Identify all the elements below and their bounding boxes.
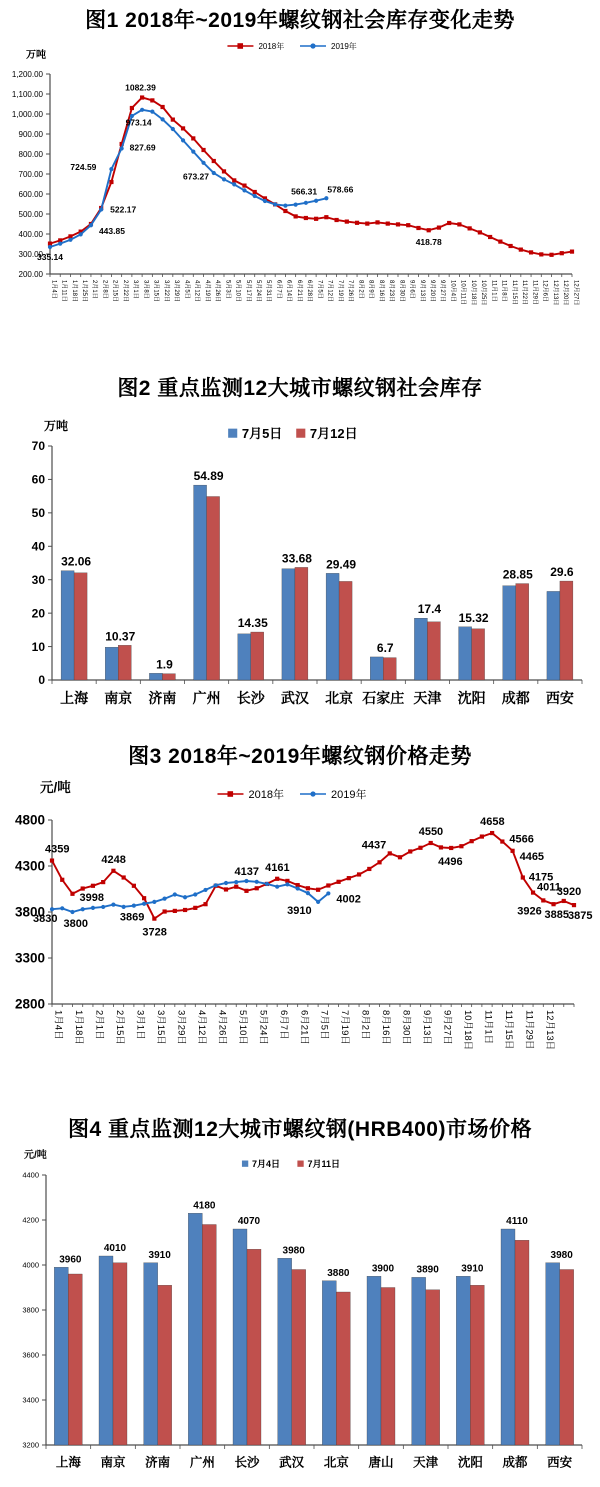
svg-text:1,000.00: 1,000.00 <box>11 109 43 119</box>
svg-text:4180: 4180 <box>193 1200 216 1212</box>
data-labels <box>61 469 574 671</box>
svg-text:济南: 济南 <box>148 690 177 706</box>
svg-text:2月15日: 2月15日 <box>114 1010 126 1045</box>
figure-2-chart <box>0 404 600 734</box>
svg-text:3300: 3300 <box>14 950 45 966</box>
svg-text:4175: 4175 <box>528 871 554 884</box>
svg-text:2月15日: 2月15日 <box>111 280 118 303</box>
svg-text:8月16日: 8月16日 <box>377 280 384 303</box>
svg-text:4月12日: 4月12日 <box>193 280 200 303</box>
svg-text:3900: 3900 <box>371 1263 395 1275</box>
svg-text:4359: 4359 <box>45 843 70 856</box>
svg-text:西安: 西安 <box>547 1455 573 1470</box>
svg-text:1.9: 1.9 <box>156 657 173 672</box>
svg-text:29.6: 29.6 <box>550 565 574 580</box>
svg-text:12月20日: 12月20日 <box>562 280 569 306</box>
svg-text:2019年: 2019年 <box>331 41 357 51</box>
svg-text:8月23日: 8月23日 <box>388 280 395 303</box>
svg-text:1月18日: 1月18日 <box>73 1010 85 1045</box>
svg-text:200.00: 200.00 <box>18 269 43 279</box>
svg-text:1月11日: 1月11日 <box>60 280 67 302</box>
svg-text:60: 60 <box>31 472 45 487</box>
svg-text:6月7日: 6月7日 <box>275 280 282 299</box>
figure-1-chart <box>0 36 600 366</box>
svg-text:3980: 3980 <box>550 1249 573 1261</box>
svg-text:8月2日: 8月2日 <box>359 1010 371 1040</box>
svg-text:3885: 3885 <box>544 909 570 922</box>
svg-text:南京: 南京 <box>104 690 133 706</box>
y-unit-label: 万吨 <box>44 419 69 433</box>
svg-text:11月8日: 11月8日 <box>500 280 507 302</box>
svg-text:5月31日: 5月31日 <box>265 280 272 303</box>
y-unit-label: 元/吨 <box>40 780 71 795</box>
svg-text:300.00: 300.00 <box>18 249 43 259</box>
svg-text:3月15日: 3月15日 <box>152 280 159 303</box>
svg-text:5月3日: 5月3日 <box>224 280 231 299</box>
svg-text:3910: 3910 <box>148 1249 171 1261</box>
figure-3-title: 图3 2018年~2019年螺纹钢价格走势 <box>128 745 472 768</box>
svg-text:5月24日: 5月24日 <box>257 1010 269 1045</box>
svg-text:5月24日: 5月24日 <box>254 280 261 303</box>
svg-text:6.7: 6.7 <box>376 640 394 655</box>
svg-text:天津: 天津 <box>413 690 442 706</box>
svg-text:4月12日: 4月12日 <box>195 1010 207 1045</box>
svg-text:石家庄: 石家庄 <box>362 690 405 706</box>
svg-text:400.00: 400.00 <box>18 229 43 239</box>
svg-text:4000: 4000 <box>22 1260 39 1270</box>
svg-text:上海: 上海 <box>60 690 89 706</box>
svg-text:10月11日: 10月11日 <box>459 280 466 305</box>
svg-text:11月29日: 11月29日 <box>531 280 538 305</box>
svg-text:3400: 3400 <box>22 1395 39 1405</box>
chart-canvas <box>0 36 600 366</box>
svg-text:3926: 3926 <box>517 905 542 918</box>
svg-text:3月1日: 3月1日 <box>132 280 139 299</box>
svg-text:2018年: 2018年 <box>248 788 284 801</box>
svg-text:4248: 4248 <box>101 853 126 866</box>
svg-text:827.69: 827.69 <box>129 142 156 153</box>
svg-text:1月25日: 1月25日 <box>80 280 87 303</box>
svg-text:6月14日: 6月14日 <box>285 280 292 303</box>
figure-4-title: 图4 重点监测12大城市螺纹钢(HRB400)市场价格 <box>68 1118 532 1141</box>
svg-text:40: 40 <box>31 539 45 554</box>
svg-text:1,200.00: 1,200.00 <box>11 69 43 79</box>
svg-text:4465: 4465 <box>519 850 545 863</box>
chart-canvas <box>0 1145 600 1482</box>
svg-text:6月7日: 6月7日 <box>277 1010 289 1040</box>
svg-text:5月10日: 5月10日 <box>236 1010 248 1045</box>
chart-canvas <box>0 404 600 734</box>
svg-text:武汉: 武汉 <box>280 690 309 706</box>
x-tick-labels <box>52 1004 574 1050</box>
svg-text:70: 70 <box>31 439 45 454</box>
svg-text:7月19日: 7月19日 <box>339 1010 351 1045</box>
svg-text:3830: 3830 <box>33 913 58 926</box>
figure-2-title: 图2 重点监测12大城市螺纹钢社会库存 <box>117 377 483 400</box>
svg-text:3875: 3875 <box>568 910 593 923</box>
svg-text:3月1日: 3月1日 <box>134 1010 146 1040</box>
svg-text:1,100.00: 1,100.00 <box>11 89 43 99</box>
svg-text:成都: 成都 <box>501 690 530 706</box>
svg-text:11月15日: 11月15日 <box>510 280 517 305</box>
svg-text:566.31: 566.31 <box>291 186 318 197</box>
svg-text:3980: 3980 <box>282 1245 305 1257</box>
svg-text:6月21日: 6月21日 <box>295 280 302 303</box>
svg-text:4658: 4658 <box>480 816 505 829</box>
y-axis <box>12 70 572 279</box>
x-tick-labels <box>50 274 580 305</box>
svg-text:4200: 4200 <box>22 1215 39 1225</box>
svg-text:973.14: 973.14 <box>125 117 152 128</box>
svg-text:12月13日: 12月13日 <box>543 1010 555 1051</box>
svg-text:3月22日: 3月22日 <box>162 280 169 303</box>
svg-text:9月27日: 9月27日 <box>439 280 446 303</box>
report-page <box>0 4 600 1482</box>
svg-text:北京: 北京 <box>325 690 354 706</box>
svg-text:7月5日: 7月5日 <box>318 1010 330 1040</box>
svg-text:7月11日: 7月11日 <box>307 1159 341 1169</box>
bars <box>61 485 573 680</box>
svg-text:10月18日: 10月18日 <box>462 1010 474 1051</box>
category-labels <box>60 690 574 706</box>
svg-text:3月29日: 3月29日 <box>175 1010 187 1045</box>
svg-text:9月27日: 9月27日 <box>441 1010 453 1045</box>
svg-text:4161: 4161 <box>265 861 290 874</box>
svg-text:4070: 4070 <box>237 1216 261 1227</box>
chart-canvas <box>0 772 600 1107</box>
svg-text:600.00: 600.00 <box>18 189 43 199</box>
svg-text:20: 20 <box>31 606 45 621</box>
svg-text:3920: 3920 <box>556 885 582 898</box>
svg-text:3998: 3998 <box>79 891 104 904</box>
svg-text:11月1日: 11月1日 <box>482 1010 494 1045</box>
svg-text:0: 0 <box>38 673 45 688</box>
svg-text:7月4日: 7月4日 <box>252 1159 281 1169</box>
svg-text:10.37: 10.37 <box>105 629 136 644</box>
svg-text:8月30日: 8月30日 <box>400 1010 412 1045</box>
svg-text:4800: 4800 <box>14 812 45 828</box>
figure-1-title: 图1 2018年~2019年螺纹钢社会库存变化走势 <box>85 9 515 32</box>
svg-text:33.68: 33.68 <box>281 551 312 566</box>
svg-text:28.85: 28.85 <box>502 567 533 582</box>
svg-text:724.59: 724.59 <box>70 162 97 173</box>
svg-text:西安: 西安 <box>545 690 574 706</box>
svg-text:7月12日: 7月12日 <box>309 426 358 441</box>
svg-text:800.00: 800.00 <box>18 149 43 159</box>
svg-text:长沙: 长沙 <box>236 690 265 706</box>
svg-text:4400: 4400 <box>22 1170 39 1180</box>
legend <box>242 1159 340 1169</box>
svg-text:7月5日: 7月5日 <box>241 426 283 441</box>
svg-text:9月6日: 9月6日 <box>408 280 415 299</box>
svg-text:1月18日: 1月18日 <box>70 280 77 303</box>
svg-text:5月10日: 5月10日 <box>234 280 241 303</box>
svg-text:2018年: 2018年 <box>258 41 285 51</box>
svg-text:3910: 3910 <box>287 904 312 917</box>
svg-text:3728: 3728 <box>142 926 167 939</box>
data-labels <box>59 1200 573 1279</box>
svg-text:沈阳: 沈阳 <box>457 1455 483 1470</box>
svg-text:4月5日: 4月5日 <box>183 280 190 299</box>
svg-text:武汉: 武汉 <box>279 1455 305 1470</box>
svg-text:4300: 4300 <box>14 858 45 874</box>
svg-text:4002: 4002 <box>336 893 361 906</box>
svg-text:上海: 上海 <box>55 1455 81 1470</box>
svg-text:900.00: 900.00 <box>18 129 43 139</box>
svg-text:2800: 2800 <box>14 996 45 1012</box>
svg-text:2019年: 2019年 <box>331 788 367 801</box>
figure-3 <box>0 740 600 1107</box>
svg-text:7月5日: 7月5日 <box>316 280 323 299</box>
svg-text:7月12日: 7月12日 <box>326 280 333 303</box>
series-2018年 <box>50 831 576 921</box>
svg-text:3600: 3600 <box>22 1350 39 1360</box>
svg-text:唐山: 唐山 <box>368 1455 394 1470</box>
svg-text:1082.39: 1082.39 <box>125 82 156 93</box>
svg-text:673.27: 673.27 <box>183 171 209 182</box>
svg-text:54.89: 54.89 <box>193 469 224 484</box>
y-unit-label: 元/吨 <box>24 1150 47 1161</box>
svg-text:3200: 3200 <box>22 1440 39 1450</box>
svg-text:9月20日: 9月20日 <box>428 280 435 303</box>
svg-text:1月4日: 1月4日 <box>50 280 57 299</box>
svg-text:12月13日: 12月13日 <box>551 280 558 306</box>
svg-text:9月13日: 9月13日 <box>418 280 425 303</box>
svg-text:3800: 3800 <box>22 1305 39 1315</box>
svg-text:11月22日: 11月22日 <box>521 280 528 305</box>
svg-text:4437: 4437 <box>361 839 387 852</box>
svg-text:4月26日: 4月26日 <box>216 1010 228 1045</box>
svg-text:3869: 3869 <box>119 911 145 924</box>
svg-text:522.17: 522.17 <box>110 204 137 215</box>
svg-text:4550: 4550 <box>418 826 444 838</box>
svg-text:443.85: 443.85 <box>98 226 125 237</box>
svg-text:12月6日: 12月6日 <box>541 280 548 303</box>
svg-text:3月8日: 3月8日 <box>142 280 149 299</box>
svg-text:12月27日: 12月27日 <box>572 280 579 306</box>
figure-1 <box>0 4 600 366</box>
svg-text:11月15日: 11月15日 <box>502 1010 514 1050</box>
svg-text:4566: 4566 <box>509 833 534 846</box>
svg-text:8月30日: 8月30日 <box>398 280 405 303</box>
svg-text:广州: 广州 <box>189 1455 215 1470</box>
svg-text:2月22日: 2月22日 <box>121 280 128 303</box>
bars <box>54 1213 573 1445</box>
svg-text:14.35: 14.35 <box>237 616 268 631</box>
svg-text:南京: 南京 <box>100 1455 126 1470</box>
svg-text:1月4日: 1月4日 <box>52 1010 64 1040</box>
svg-text:578.66: 578.66 <box>327 184 354 195</box>
svg-text:4010: 4010 <box>103 1243 127 1254</box>
svg-text:广州: 广州 <box>192 690 221 706</box>
svg-text:8月2日: 8月2日 <box>357 280 364 299</box>
svg-text:天津: 天津 <box>413 1455 439 1470</box>
svg-text:北京: 北京 <box>323 1455 349 1470</box>
svg-text:8月9日: 8月9日 <box>367 280 374 299</box>
svg-text:10月4日: 10月4日 <box>449 280 456 303</box>
svg-text:2月1日: 2月1日 <box>93 1010 105 1040</box>
figure-3-chart <box>0 772 600 1107</box>
svg-text:3910: 3910 <box>461 1263 484 1275</box>
svg-text:700.00: 700.00 <box>18 169 43 179</box>
svg-text:9月13日: 9月13日 <box>421 1010 433 1045</box>
svg-text:32.06: 32.06 <box>61 554 92 569</box>
legend <box>228 426 357 441</box>
y-unit-label: 万吨 <box>26 50 46 61</box>
svg-text:17.4: 17.4 <box>417 602 442 617</box>
category-labels <box>56 1455 573 1470</box>
svg-text:4137: 4137 <box>234 865 259 878</box>
svg-text:3960: 3960 <box>59 1254 82 1266</box>
svg-text:成都: 成都 <box>502 1455 528 1470</box>
svg-text:50: 50 <box>31 506 45 521</box>
svg-text:30: 30 <box>31 572 45 587</box>
svg-text:4110: 4110 <box>506 1216 528 1227</box>
svg-text:长沙: 长沙 <box>234 1455 260 1470</box>
svg-text:10: 10 <box>31 639 45 654</box>
figure-2 <box>0 372 600 734</box>
data-labels <box>37 83 442 262</box>
svg-text:8月16日: 8月16日 <box>380 1010 392 1045</box>
svg-text:6月28日: 6月28日 <box>306 280 313 303</box>
svg-text:3890: 3890 <box>416 1264 439 1276</box>
legend <box>227 41 356 51</box>
svg-text:15.32: 15.32 <box>458 610 489 625</box>
svg-text:29.49: 29.49 <box>326 557 357 572</box>
svg-text:6月21日: 6月21日 <box>298 1010 310 1045</box>
svg-text:沈阳: 沈阳 <box>457 690 486 706</box>
svg-text:500.00: 500.00 <box>18 209 43 219</box>
svg-text:4月19日: 4月19日 <box>203 280 210 303</box>
svg-text:2月8日: 2月8日 <box>101 280 108 299</box>
svg-text:3月15日: 3月15日 <box>154 1010 166 1045</box>
svg-text:4496: 4496 <box>438 855 463 868</box>
svg-text:335.14: 335.14 <box>37 251 63 262</box>
figure-4-chart <box>0 1145 600 1482</box>
svg-text:418.78: 418.78 <box>415 237 442 248</box>
legend <box>217 787 366 801</box>
svg-text:7月26日: 7月26日 <box>347 280 354 303</box>
svg-text:3880: 3880 <box>327 1267 350 1279</box>
svg-text:4011: 4011 <box>537 881 561 894</box>
svg-text:济南: 济南 <box>145 1455 171 1470</box>
svg-text:2月1日: 2月1日 <box>91 280 98 299</box>
svg-text:7月19日: 7月19日 <box>336 280 343 303</box>
svg-text:3800: 3800 <box>14 904 45 920</box>
svg-text:3800: 3800 <box>63 918 88 930</box>
figure-4 <box>0 1113 600 1482</box>
svg-text:11月1日: 11月1日 <box>490 280 497 302</box>
svg-text:10月18日: 10月18日 <box>469 280 476 306</box>
svg-text:5月17日: 5月17日 <box>244 280 251 303</box>
data-labels <box>33 816 592 939</box>
svg-text:4月26日: 4月26日 <box>214 280 221 303</box>
svg-text:10月25日: 10月25日 <box>480 280 487 306</box>
svg-text:3月29日: 3月29日 <box>173 280 180 303</box>
svg-text:11月29日: 11月29日 <box>523 1010 535 1050</box>
